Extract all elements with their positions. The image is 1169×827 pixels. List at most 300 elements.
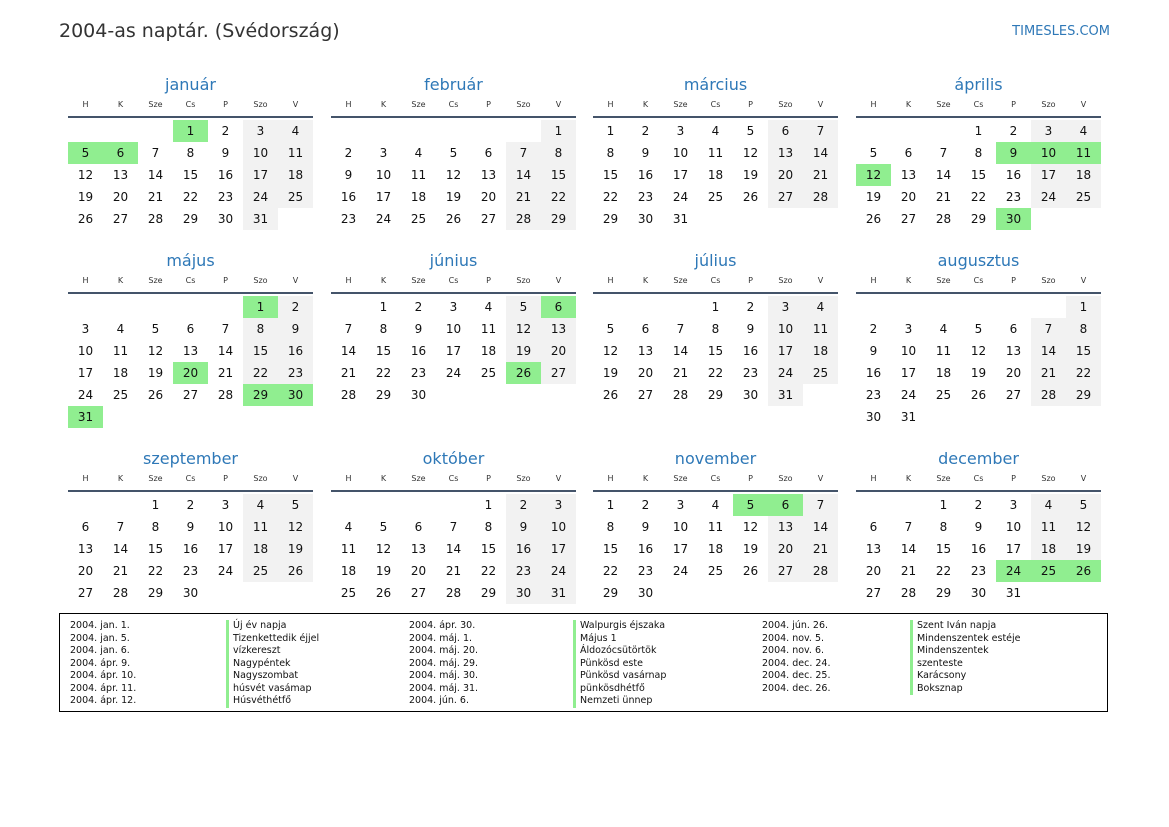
day-cell: 30 <box>637 212 654 226</box>
day-cell: 17 <box>1005 542 1022 556</box>
day-cell: 2 <box>641 124 650 138</box>
day-cell: 21 <box>506 186 541 208</box>
day-cell: 18 <box>480 344 497 358</box>
day-cell: 26 <box>742 564 759 578</box>
day-cell: 29 <box>182 212 199 226</box>
day-cell: 3 <box>81 322 90 336</box>
weekday-header <box>593 96 838 118</box>
empty-cell <box>68 120 103 142</box>
weekday-label: P <box>486 474 491 483</box>
day-cell: 5 <box>1066 494 1101 516</box>
day-cell: 7 <box>1031 318 1066 340</box>
day-cell: 26 <box>865 212 882 226</box>
day-cell: 3 <box>676 498 685 512</box>
day-cell: 23 <box>278 362 313 384</box>
day-cell: 20 <box>541 340 576 362</box>
day-cell: 15 <box>480 542 497 556</box>
day-cell: 14 <box>803 516 838 538</box>
holiday-date: 2004. ápr. 11. <box>70 682 137 694</box>
day-cell: 30 <box>865 410 882 424</box>
month-name: július <box>694 251 737 270</box>
day-cell: 15 <box>935 542 952 556</box>
weekday-label: Szo <box>253 100 268 109</box>
weekday-label: V <box>817 100 824 109</box>
weekday-label: K <box>117 276 124 285</box>
day-cell: 8 <box>186 146 195 160</box>
month-name: szeptember <box>142 449 238 468</box>
day-cell: 8 <box>243 318 278 340</box>
day-cell: 22 <box>935 564 952 578</box>
day-cell: 19 <box>865 190 882 204</box>
weekday-label: H <box>607 276 614 285</box>
day-cell: 7 <box>449 520 458 534</box>
day-cell: 17 <box>541 538 576 560</box>
holiday-day: 31 <box>68 406 103 428</box>
empty-cell <box>1031 296 1066 318</box>
day-cell: 23 <box>865 388 882 402</box>
day-cell: 19 <box>445 190 462 204</box>
holiday-date: 2004. nov. 5. <box>762 632 825 644</box>
weekday-label: K <box>380 474 387 483</box>
day-cell: 16 <box>637 542 654 556</box>
holiday-day: 30 <box>278 384 313 406</box>
weekday-label: V <box>292 276 299 285</box>
holiday-day: 26 <box>1066 560 1101 582</box>
weekday-label: K <box>905 474 912 483</box>
empty-cell <box>366 494 401 516</box>
day-cell: 8 <box>1066 318 1101 340</box>
day-cell: 16 <box>637 168 654 182</box>
holiday-day: 6 <box>103 142 138 164</box>
day-cell: 23 <box>970 564 987 578</box>
weekday-label: Cs <box>185 100 196 109</box>
day-cell: 2 <box>974 498 983 512</box>
weekday-label: H <box>607 474 614 483</box>
day-cell: 8 <box>974 146 983 160</box>
day-cell: 4 <box>344 520 353 534</box>
weekday-label: Sze <box>148 474 163 483</box>
day-cell: 23 <box>637 564 654 578</box>
day-cell: 10 <box>217 520 234 534</box>
holiday-date: 2004. máj. 1. <box>409 632 473 644</box>
holiday-name: Pünkösd vasárnap <box>573 670 666 683</box>
day-cell: 18 <box>707 168 724 182</box>
day-cell: 10 <box>243 142 278 164</box>
holiday-date: 2004. jan. 5. <box>70 632 130 644</box>
day-cell: 1 <box>939 498 948 512</box>
month-5 <box>68 250 313 428</box>
day-cell: 13 <box>541 318 576 340</box>
weekday-header <box>593 470 838 492</box>
empty-cell <box>856 120 891 142</box>
day-cell: 13 <box>1005 344 1022 358</box>
day-cell: 11 <box>278 142 313 164</box>
day-cell: 19 <box>506 340 541 362</box>
weekday-label: Szo <box>516 100 531 109</box>
day-cell: 19 <box>742 168 759 182</box>
empty-cell <box>926 120 961 142</box>
empty-cell <box>961 296 996 318</box>
day-cell: 24 <box>672 564 689 578</box>
day-grid <box>593 494 838 604</box>
weekday-label: Cs <box>973 100 984 109</box>
day-cell: 9 <box>344 168 353 182</box>
month-1 <box>68 74 313 230</box>
day-cell: 27 <box>480 212 497 226</box>
day-cell: 15 <box>602 542 619 556</box>
holiday-name: pünkösdhétfő <box>573 683 666 696</box>
month-name: október <box>422 449 485 468</box>
empty-cell <box>68 296 103 318</box>
weekday-label: Szo <box>516 276 531 285</box>
day-cell: 10 <box>1005 520 1022 534</box>
day-cell: 11 <box>935 344 952 358</box>
day-cell: 2 <box>186 498 195 512</box>
empty-cell <box>663 296 698 318</box>
day-cell: 9 <box>414 322 423 336</box>
day-cell: 4 <box>939 322 948 336</box>
day-cell: 28 <box>506 208 541 230</box>
day-cell: 4 <box>278 120 313 142</box>
day-cell: 7 <box>803 120 838 142</box>
day-cell: 29 <box>480 586 497 600</box>
month-name: november <box>674 449 757 468</box>
day-cell: 26 <box>375 586 392 600</box>
empty-cell <box>891 296 926 318</box>
day-cell: 23 <box>506 560 541 582</box>
day-cell: 17 <box>900 366 917 380</box>
weekday-label: P <box>748 100 753 109</box>
weekday-label: Sze <box>148 100 163 109</box>
day-cell: 7 <box>939 146 948 160</box>
month-name: december <box>938 449 1019 468</box>
holiday-day: 6 <box>541 296 576 318</box>
day-grid <box>68 296 313 428</box>
empty-cell <box>173 296 208 318</box>
day-cell: 14 <box>803 142 838 164</box>
day-cell: 19 <box>1066 538 1101 560</box>
day-cell: 12 <box>742 520 759 534</box>
day-cell: 23 <box>217 190 234 204</box>
day-cell: 14 <box>672 344 689 358</box>
day-cell: 1 <box>541 120 576 142</box>
day-cell: 1 <box>606 498 615 512</box>
day-cell: 31 <box>243 208 278 230</box>
day-cell: 15 <box>541 164 576 186</box>
day-cell: 27 <box>182 388 199 402</box>
day-cell: 3 <box>1009 498 1018 512</box>
empty-cell <box>856 494 891 516</box>
day-cell: 10 <box>375 168 392 182</box>
day-cell: 14 <box>340 344 357 358</box>
day-cell: 24 <box>541 560 576 582</box>
day-cell: 28 <box>217 388 234 402</box>
day-cell: 11 <box>1031 516 1066 538</box>
day-cell: 3 <box>904 322 913 336</box>
day-cell: 25 <box>340 586 357 600</box>
day-cell: 25 <box>935 388 952 402</box>
day-cell: 14 <box>900 542 917 556</box>
day-cell: 21 <box>147 190 164 204</box>
day-grid <box>856 120 1101 230</box>
empty-cell <box>436 120 471 142</box>
day-cell: 26 <box>742 190 759 204</box>
weekday-label: Sze <box>673 100 688 109</box>
day-cell: 12 <box>1066 516 1101 538</box>
day-cell: 19 <box>77 190 94 204</box>
day-cell: 19 <box>970 366 987 380</box>
month-4 <box>856 74 1101 230</box>
day-cell: 28 <box>803 186 838 208</box>
holiday-date: 2004. dec. 25. <box>762 670 831 681</box>
weekday-label: Szo <box>778 100 793 109</box>
day-cell: 27 <box>541 362 576 384</box>
day-cell: 31 <box>672 212 689 226</box>
day-cell: 26 <box>970 388 987 402</box>
day-cell: 18 <box>278 164 313 186</box>
brand-link[interactable]: TIMESLES.COM <box>1012 24 1110 39</box>
day-cell: 23 <box>182 564 199 578</box>
weekday-label: H <box>82 276 89 285</box>
day-cell: 7 <box>803 494 838 516</box>
day-cell: 19 <box>147 366 164 380</box>
weekday-label: V <box>292 474 299 483</box>
weekday-label: P <box>748 276 753 285</box>
day-cell: 17 <box>1031 164 1066 186</box>
holiday-day: 11 <box>1066 142 1101 164</box>
day-cell: 3 <box>676 124 685 138</box>
month-name: április <box>954 75 1003 94</box>
day-cell: 12 <box>77 168 94 182</box>
holiday-name: Mindenszentek estéje <box>910 633 1021 646</box>
day-cell: 21 <box>112 564 129 578</box>
weekday-label: Szo <box>253 276 268 285</box>
holiday-name: Nagypéntek <box>226 658 319 671</box>
day-cell: 2 <box>869 322 878 336</box>
empty-cell <box>68 494 103 516</box>
month-name: június <box>429 251 478 270</box>
weekday-label: Szo <box>253 474 268 483</box>
empty-cell <box>996 296 1031 318</box>
day-cell: 13 <box>768 142 803 164</box>
day-cell: 2 <box>1009 124 1018 138</box>
day-cell: 23 <box>340 212 357 226</box>
day-cell: 2 <box>746 300 755 314</box>
day-cell: 6 <box>641 322 650 336</box>
day-cell: 12 <box>602 344 619 358</box>
day-cell: 15 <box>243 340 278 362</box>
day-cell: 6 <box>186 322 195 336</box>
weekday-label: P <box>223 100 228 109</box>
day-cell: 29 <box>1066 384 1101 406</box>
holiday-day: 1 <box>243 296 278 318</box>
day-cell: 14 <box>1031 340 1066 362</box>
day-cell: 26 <box>602 388 619 402</box>
day-cell: 2 <box>278 296 313 318</box>
day-cell: 29 <box>602 212 619 226</box>
day-cell: 30 <box>970 586 987 600</box>
day-cell: 14 <box>445 542 462 556</box>
day-grid <box>856 296 1101 428</box>
weekday-label: Cs <box>710 100 721 109</box>
weekday-label: P <box>486 100 491 109</box>
day-cell: 8 <box>606 520 615 534</box>
empty-cell <box>331 494 366 516</box>
day-cell: 28 <box>803 560 838 582</box>
day-cell: 14 <box>112 542 129 556</box>
day-cell: 4 <box>243 494 278 516</box>
day-cell: 25 <box>410 212 427 226</box>
day-cell: 8 <box>541 142 576 164</box>
weekday-label: K <box>642 474 649 483</box>
day-cell: 6 <box>81 520 90 534</box>
page-title: 2004-as naptár. (Svédország) <box>59 20 340 42</box>
holiday-date: 2004. jan. 1. <box>70 620 130 631</box>
day-cell: 11 <box>707 146 724 160</box>
weekday-label: Cs <box>973 474 984 483</box>
holiday-day: 1 <box>173 120 208 142</box>
day-cell: 25 <box>112 388 129 402</box>
month-3 <box>593 74 838 230</box>
day-cell: 31 <box>768 384 803 406</box>
day-cell: 22 <box>541 186 576 208</box>
month-7 <box>593 250 838 406</box>
day-cell: 15 <box>182 168 199 182</box>
holiday-date: 2004. jún. 6. <box>409 695 470 706</box>
day-cell: 15 <box>1066 340 1101 362</box>
day-cell: 20 <box>768 164 803 186</box>
day-cell: 28 <box>672 388 689 402</box>
day-cell: 12 <box>445 168 462 182</box>
empty-cell <box>628 296 663 318</box>
day-cell: 4 <box>1066 120 1101 142</box>
day-cell: 25 <box>707 564 724 578</box>
holiday-date: 2004. máj. 29. <box>409 657 479 669</box>
day-cell: 31 <box>900 410 917 424</box>
day-cell: 5 <box>869 146 878 160</box>
holiday-list <box>59 613 1108 712</box>
holiday-day: 20 <box>173 362 208 384</box>
weekday-label: K <box>117 100 124 109</box>
day-cell: 3 <box>768 296 803 318</box>
weekday-label: H <box>607 100 614 109</box>
day-cell: 20 <box>480 190 497 204</box>
holiday-date: 2004. máj. 30. <box>409 670 479 681</box>
day-cell: 18 <box>1031 538 1066 560</box>
day-cell: 7 <box>904 520 913 534</box>
day-cell: 9 <box>641 520 650 534</box>
day-cell: 8 <box>711 322 720 336</box>
day-cell: 24 <box>1031 186 1066 208</box>
day-cell: 24 <box>243 186 278 208</box>
day-cell: 15 <box>147 542 164 556</box>
day-cell: 29 <box>375 388 392 402</box>
day-cell: 17 <box>375 190 392 204</box>
day-cell: 23 <box>1005 190 1022 204</box>
weekday-label: V <box>555 474 562 483</box>
day-grid <box>331 494 576 604</box>
day-cell: 12 <box>147 344 164 358</box>
weekday-label: K <box>642 100 649 109</box>
holiday-day: 6 <box>768 494 803 516</box>
holiday-name: Áldozócsütörtök <box>573 645 666 658</box>
day-cell: 30 <box>217 212 234 226</box>
day-cell: 6 <box>904 146 913 160</box>
weekday-header <box>856 470 1101 492</box>
day-cell: 10 <box>672 520 689 534</box>
empty-cell <box>891 120 926 142</box>
day-cell: 28 <box>112 586 129 600</box>
day-cell: 6 <box>414 520 423 534</box>
weekday-label: Szo <box>1041 276 1056 285</box>
day-cell: 21 <box>340 366 357 380</box>
day-cell: 21 <box>900 564 917 578</box>
day-cell: 22 <box>182 190 199 204</box>
day-cell: 22 <box>480 564 497 578</box>
weekday-label: Cs <box>185 276 196 285</box>
day-cell: 9 <box>221 146 230 160</box>
day-cell: 5 <box>974 322 983 336</box>
day-cell: 25 <box>803 362 838 384</box>
day-cell: 18 <box>340 564 357 578</box>
day-cell: 27 <box>768 186 803 208</box>
day-cell: 4 <box>414 146 423 160</box>
day-cell: 5 <box>506 296 541 318</box>
holiday-name: Walpurgis éjszaka <box>573 620 666 633</box>
day-cell: 14 <box>935 168 952 182</box>
day-cell: 12 <box>278 516 313 538</box>
day-cell: 7 <box>151 146 160 160</box>
day-cell: 12 <box>375 542 392 556</box>
day-cell: 7 <box>221 322 230 336</box>
weekday-label: P <box>223 276 228 285</box>
weekday-label: K <box>905 276 912 285</box>
weekday-label: P <box>1011 474 1016 483</box>
day-cell: 21 <box>1031 362 1066 384</box>
day-cell: 6 <box>1009 322 1018 336</box>
weekday-label: V <box>555 100 562 109</box>
day-cell: 1 <box>1066 296 1101 318</box>
day-cell: 31 <box>541 582 576 604</box>
day-cell: 21 <box>803 538 838 560</box>
day-cell: 14 <box>506 164 541 186</box>
day-cell: 20 <box>112 190 129 204</box>
day-cell: 18 <box>410 190 427 204</box>
month-8 <box>856 250 1101 428</box>
holiday-date: 2004. nov. 6. <box>762 645 825 656</box>
day-cell: 30 <box>410 388 427 402</box>
day-cell: 2 <box>221 124 230 138</box>
weekday-label: V <box>1080 276 1087 285</box>
day-cell: 7 <box>116 520 125 534</box>
day-cell: 30 <box>506 582 541 604</box>
day-cell: 4 <box>711 124 720 138</box>
empty-cell <box>103 296 138 318</box>
weekday-label: P <box>1011 276 1016 285</box>
day-cell: 30 <box>637 586 654 600</box>
day-cell: 1 <box>484 498 493 512</box>
holiday-day: 25 <box>1031 560 1066 582</box>
day-cell: 28 <box>340 388 357 402</box>
day-cell: 13 <box>182 344 199 358</box>
weekday-label: Sze <box>936 100 951 109</box>
day-cell: 16 <box>217 168 234 182</box>
day-cell: 9 <box>186 520 195 534</box>
day-cell: 1 <box>151 498 160 512</box>
day-cell: 9 <box>506 516 541 538</box>
day-cell: 10 <box>900 344 917 358</box>
day-cell: 9 <box>278 318 313 340</box>
